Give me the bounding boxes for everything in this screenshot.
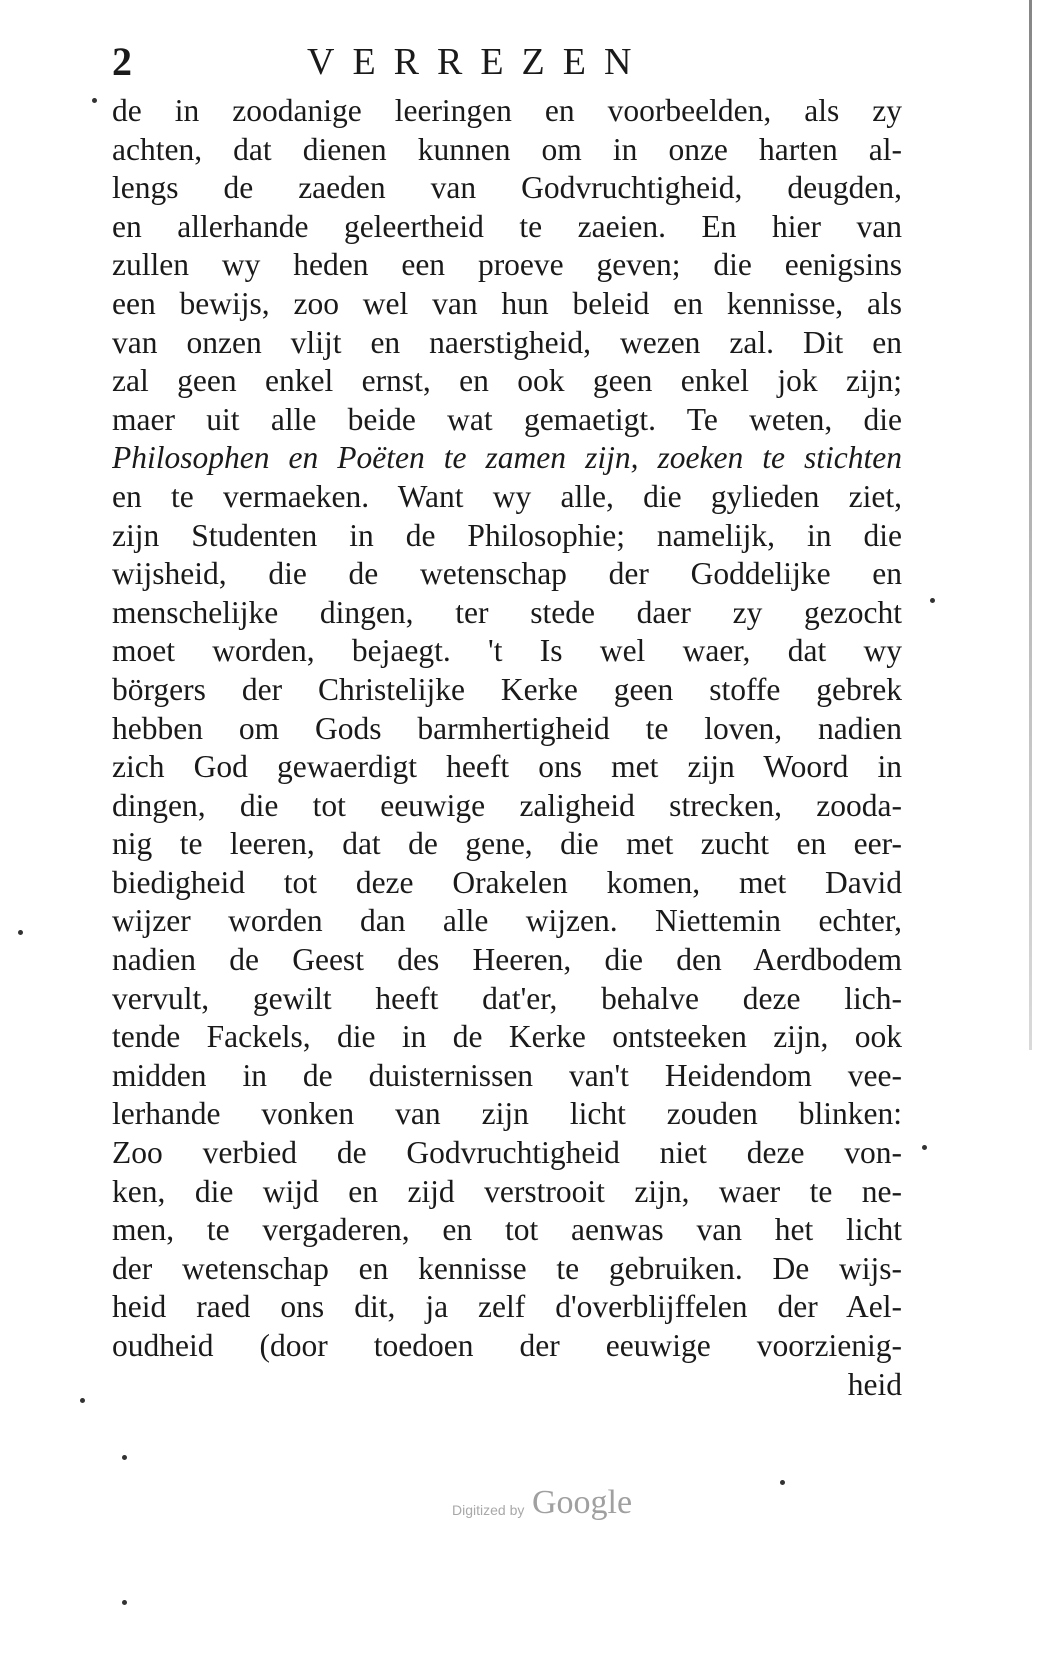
body-text [112, 92, 902, 1404]
text-line: lengs de zaeden van Godvruchtigheid, deugden, [112, 170, 902, 206]
scan-speck [92, 98, 97, 103]
text-line: menschelijke dingen, ter stede daer zy gezocht [112, 594, 902, 630]
text-line: oudheid (door toedoen der eeuwige voorzienig- [112, 1328, 902, 1363]
scan-speck [930, 598, 935, 603]
text-line: lerhande vonken van zijn licht zouden blinken: [112, 1096, 902, 1132]
catchword: heid [847, 1366, 902, 1402]
text-line: ken, die wijd en zijd verstrooit zijn, waer te ne- [112, 1173, 902, 1209]
text-line: tende Fackels, die in de Kerke ontsteeken zijn, ook [112, 1019, 902, 1055]
google-logo: Google [532, 1484, 633, 1521]
text-line: wijzer worden dan alle wijzen. Niettemin echter, [112, 903, 902, 939]
text-line: Zoo verbied de Godvruchtigheid niet deze von- [112, 1135, 902, 1171]
digitized-by-label: Digitized by [452, 1502, 525, 1518]
text-line: moet worden, bejaegt. 't Is wel waer, dat wy [112, 633, 902, 669]
text-line: vervult, gewilt heeft dat'er, behalve deze lich- [112, 980, 902, 1016]
text-line: biedigheid tot deze Orakelen komen, met David [112, 864, 902, 900]
text-line: nadien de Geest des Heeren, die den Aerdbodem [112, 942, 902, 978]
scan-speck [780, 1480, 785, 1485]
text-line: börgers der Christelijke Kerke geen stoffe gebrek [112, 671, 902, 707]
text-line: zijn Studenten in de Philosophie; namelijk, in die [112, 517, 902, 553]
text-line: zich God gewaerdigt heeft ons met zijn Woord in [112, 749, 902, 785]
page-edge-shadow [1029, 0, 1032, 1050]
page-number: 2 [112, 39, 132, 84]
digitized-watermark [440, 1480, 660, 1530]
text-line: midden in de duisternissen van't Heidendom vee- [112, 1057, 902, 1093]
scan-speck [18, 930, 23, 935]
text-line: nig te leeren, dat de gene, die met zucht en eer- [112, 826, 902, 862]
text-line: de in zoodanige leeringen en voorbeelden, als zy [112, 93, 902, 128]
text-line-italic: Philosophen en Poëten te zamen zijn, zoeken te stichten [112, 440, 902, 476]
text-line: en allerhande geleertheid te zaeien. En hier van [112, 208, 902, 244]
scan-speck [922, 1145, 927, 1150]
text-line: men, te vergaderen, en tot aenwas van het licht [112, 1212, 902, 1248]
text-line: achten, dat dienen kunnen om in onze harten al- [112, 131, 902, 167]
text-line: der wetenschap en kennisse te gebruiken. De wijs- [112, 1250, 902, 1286]
page-header [112, 38, 882, 98]
scan-speck [122, 1455, 127, 1460]
running-title: VERREZEN [307, 41, 650, 83]
text-line: van onzen vlijt en naerstigheid, wezen zal. Dit en [112, 324, 902, 360]
scan-speck [80, 1398, 85, 1403]
text-line: zullen wy heden een proeve geven; die eenigsins [112, 247, 902, 283]
text-line: wijsheid, die de wetenschap der Goddelijke en [112, 556, 902, 592]
text-line: maer uit alle beide wat gemaetigt. Te weten, die [112, 401, 902, 437]
text-line: dingen, die tot eeuwige zaligheid strecken, zooda- [112, 787, 902, 823]
text-line: een bewijs, zoo wel van hun beleid en kennisse, als [112, 285, 902, 321]
text-line: heid raed ons dit, ja zelf d'overblijffelen der Ael- [112, 1289, 902, 1325]
text-line: zal geen enkel ernst, en ook geen enkel jok zijn; [112, 363, 902, 399]
text-line: en te vermaeken. Want wy alle, die gylieden ziet, [112, 478, 902, 514]
text-line: hebben om Gods barmhertigheid te loven, nadien [112, 710, 902, 746]
scan-speck [122, 1600, 127, 1605]
